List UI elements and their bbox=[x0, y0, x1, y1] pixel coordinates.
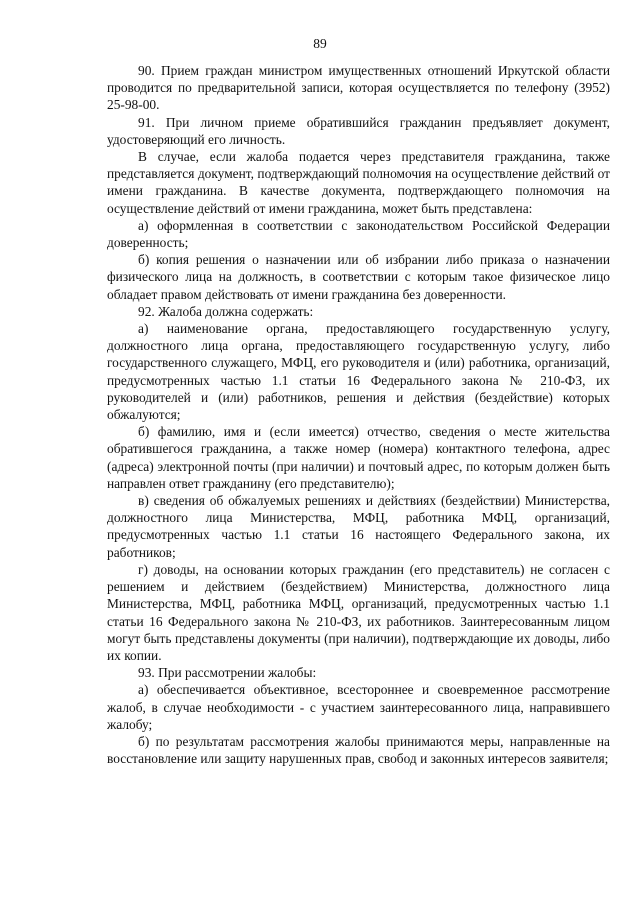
list-item-92-a: а) наименование органа, предоставляющего государственную услугу, должностного лица органа, предоставляющего государственную услугу, либо государственного служащего, МФЦ, его руководителя и (или) работника, организаций, предусмотренных частью 1.1 статьи 16 Федерального закона № 210-ФЗ, их руководителей и (или) работников, решения и действия (бездействие) которых обжалуются; bbox=[107, 321, 610, 423]
document-body bbox=[107, 62, 610, 767]
list-item-93-b: б) по результатам рассмотрения жалобы принимаются меры, направленные на восстановление или защиту нарушенных прав, свобод и законных интересов заявителя; bbox=[107, 733, 610, 767]
list-item-a-power-of-attorney: а) оформленная в соответствии с законодательством Российской Федерации доверенность; bbox=[107, 217, 610, 251]
list-item-92-b: б) фамилию, имя и (если имеется) отчество, сведения о месте жительства обратившегося гражданина, а также номер (номера) контактного телефона, адрес (адреса) электронной почты (при наличии) и почтовый адрес, по которым должен быть направлен ответ гражданину (его представителю); bbox=[107, 424, 610, 491]
paragraph-90: 90. Прием граждан министром имущественных отношений Иркутской области проводится по предварительной записи, которая осуществляется по телефону (3952) 25-98-00. bbox=[107, 63, 610, 113]
list-item-92-g: г) доводы, на основании которых гражданин (его представитель) не согласен с решением и действием (бездействием) Министерства, должностного лица Министерства, МФЦ, работника МФЦ, организаций, предусмотренных частью 1.1 статьи 16 Федерального закона № 210-ФЗ, их работников. Заинтересованным лицом могут быть представлены документы (при наличии), подтверждающие их доводы, либо их копии. bbox=[107, 561, 610, 663]
list-item-93-a: а) обеспечивается объективное, всестороннее и своевременное рассмотрение жалоб, в случае необходимости - с участием заинтересованного лица, направившего жалобу; bbox=[107, 682, 610, 732]
list-item-b-appointment-copy: б) копия решения о назначении или об избрании либо приказа о назначении физического лица на должность, в соответствии с которым такое физическое лицо обладает правом действовать от имени гражданина без доверенности. bbox=[107, 252, 610, 302]
list-item-92-v: в) сведения об обжалуемых решениях и действиях (бездействии) Министерства, должностного лица Министерства, МФЦ, работника МФЦ, организаций, предусмотренных частью 1.1 статьи 16 настоящего Федерального закона, их работников; bbox=[107, 493, 610, 560]
paragraph-93: 93. При рассмотрении жалобы: bbox=[138, 665, 317, 681]
paragraph-92: 92. Жалоба должна содержать: bbox=[138, 303, 314, 319]
paragraph-91: 91. При личном приеме обратившийся гражданин предъявляет документ, удостоверяющий его личность. bbox=[107, 114, 610, 147]
paragraph-representative: В случае, если жалоба подается через представителя гражданина, также представляется документ, подтверждающий полномочия на осуществление действий от имени гражданина. В качестве документа, подтверждающего полномочия на осуществление действий от имени гражданина, может быть представлена: bbox=[107, 149, 610, 216]
page-number: 89 bbox=[313, 36, 327, 51]
